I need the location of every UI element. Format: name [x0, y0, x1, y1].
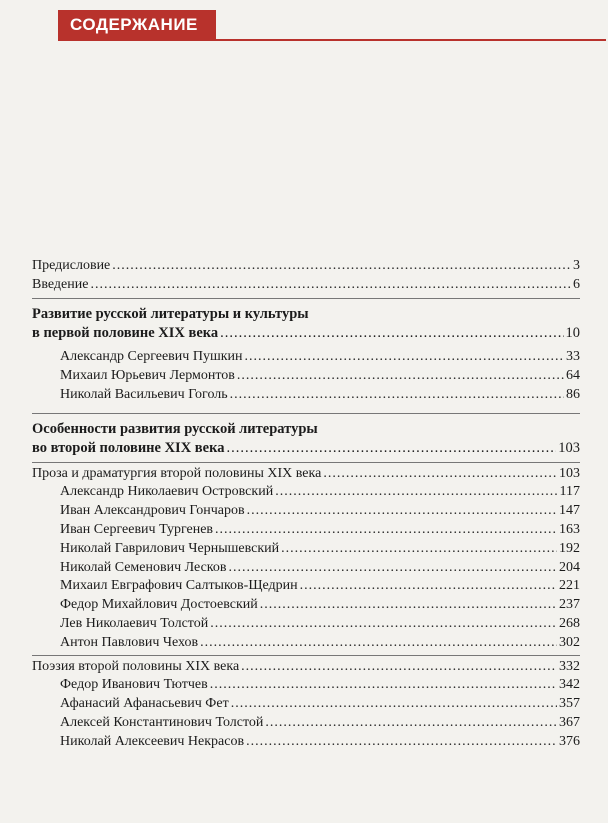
toc-leader-dots: [300, 577, 557, 595]
toc-entry-author[interactable]: [32, 386, 580, 405]
toc-leader-dots: [230, 386, 564, 404]
toc-leader-dots: [220, 324, 563, 343]
toc-leader-dots: [112, 257, 571, 275]
toc-leader-dots: [241, 658, 557, 676]
toc-entry-author[interactable]: [32, 596, 580, 615]
section-divider: [32, 413, 580, 414]
toc-entry-section-second-half[interactable]: [32, 439, 580, 458]
toc-leader-dots: [245, 348, 564, 366]
toc-entry-title: Михаил Евграфович Салтыков-Щедрин: [60, 578, 298, 594]
toc-entry-section-first-half[interactable]: [32, 324, 580, 343]
toc-leader-dots: [265, 714, 557, 732]
toc-entry-author[interactable]: [32, 502, 580, 521]
toc-leader-dots: [215, 521, 557, 539]
toc-entry-title: во второй половине XIX века: [32, 439, 225, 456]
toc-entry-title: Николай Васильевич Гоголь: [60, 386, 228, 402]
toc-entry-title: Предисловие: [32, 258, 111, 273]
toc-entry-page: 10: [565, 324, 580, 341]
toc-entry-author[interactable]: [32, 521, 580, 540]
toc-leader-dots: [260, 596, 557, 614]
toc-entry-title: Николай Семенович Лесков: [60, 559, 227, 575]
toc-entry-introduction[interactable]: [32, 276, 580, 295]
toc-entry-page: 376: [559, 733, 580, 749]
toc-leader-dots: [229, 559, 557, 577]
toc-entry-page: 237: [559, 597, 580, 613]
toc-entry-preface[interactable]: [32, 257, 580, 276]
toc-entry-author[interactable]: [32, 615, 580, 634]
toc-entry-title: Михаил Юрьевич Лермонтов: [60, 368, 235, 384]
toc-entry-page: 204: [559, 559, 580, 575]
toc-entry-page: 117: [559, 484, 580, 500]
toc-leader-dots: [275, 483, 557, 501]
toc-entry-page: 192: [559, 540, 580, 556]
toc-entry-author[interactable]: [32, 733, 580, 752]
toc-entry-page: 103: [558, 439, 580, 456]
toc-entry-title: Афанасий Афанасьевич Фет: [60, 696, 229, 712]
toc-leader-dots: [237, 367, 564, 385]
toc-entry-author[interactable]: [32, 483, 580, 502]
toc-leader-dots: [90, 276, 571, 294]
toc-leader-dots: [246, 733, 557, 751]
toc-entry-page: 103: [559, 465, 580, 481]
toc-entry-title: Николай Гаврилович Чернышевский: [60, 540, 280, 556]
toc-entry-title: Лев Николаевич Толстой: [60, 615, 209, 631]
toc-entry-title: Введение: [32, 276, 89, 292]
toc-entry-page: 302: [559, 634, 580, 650]
toc-entry-author[interactable]: [32, 367, 580, 386]
page-header-title: СОДЕРЖАНИЕ: [58, 10, 216, 40]
toc-entry-title: Николай Алексеевич Некрасов: [60, 733, 245, 749]
toc-entry-title: Александр Сергеевич Пушкин: [60, 349, 243, 365]
toc-entry-title: Алексей Константинович Толстой: [60, 714, 264, 730]
section-divider: [32, 462, 580, 463]
toc-entry-page: 64: [566, 368, 580, 384]
toc-leader-dots: [210, 615, 557, 633]
toc-entry-page: 6: [573, 276, 580, 292]
toc-leader-dots: [281, 540, 557, 558]
toc-entry-page: 163: [559, 521, 580, 537]
toc-entry-page: 268: [559, 615, 580, 631]
header-rule: [58, 39, 606, 41]
toc-entry-author[interactable]: [32, 540, 580, 559]
toc-entry-title: Александр Николаевич Островский: [60, 484, 274, 500]
toc-entry-title: Антон Павлович Чехов: [60, 634, 199, 650]
section-divider: [32, 655, 580, 656]
toc-entry-author[interactable]: [32, 348, 580, 367]
toc-entry-title: в первой половине XIX века: [32, 324, 219, 341]
toc-entry-author[interactable]: [32, 676, 580, 695]
toc-leader-dots: [210, 676, 557, 694]
toc-entry-title: Проза и драматургия второй половины XIX века: [32, 465, 322, 481]
toc-entry-page: 3: [573, 258, 580, 273]
toc-entry-title: Федор Иванович Тютчев: [60, 677, 208, 693]
toc-leader-dots: [323, 465, 557, 483]
toc-entry-page: 342: [559, 677, 580, 693]
toc-entry-author[interactable]: [32, 559, 580, 578]
table-of-contents: [32, 257, 580, 752]
toc-entry-author[interactable]: [32, 714, 580, 733]
toc-entry-title: Поэзия второй половины XIX века: [32, 658, 240, 674]
toc-entry-author[interactable]: [32, 634, 580, 653]
toc-entry-page: 332: [559, 658, 580, 674]
toc-entry-title: Федор Михайлович Достоевский: [60, 597, 258, 613]
toc-entry-title: Иван Александрович Гончаров: [60, 503, 245, 519]
section-title-second-half: Особенности развития русской литературы: [32, 420, 318, 437]
toc-entry-page: 357: [559, 696, 580, 712]
toc-leader-dots: [231, 695, 557, 713]
toc-entry-poetry-subsection[interactable]: [32, 658, 580, 677]
section-divider: [32, 298, 580, 299]
toc-entry-title: Иван Сергеевич Тургенев: [60, 521, 214, 537]
toc-entry-page: 86: [566, 386, 580, 402]
toc-entry-author[interactable]: [32, 695, 580, 714]
toc-entry-page: 221: [559, 578, 580, 594]
toc-leader-dots: [247, 502, 557, 520]
section-title-first-half: Развитие русской литературы и культуры: [32, 305, 309, 322]
toc-entry-page: 147: [559, 503, 580, 519]
toc-entry-page: 33: [566, 349, 580, 365]
toc-leader-dots: [226, 439, 556, 458]
toc-entry-page: 367: [559, 714, 580, 730]
toc-entry-author[interactable]: [32, 577, 580, 596]
toc-leader-dots: [200, 634, 557, 652]
toc-entry-prose-subsection[interactable]: [32, 465, 580, 484]
